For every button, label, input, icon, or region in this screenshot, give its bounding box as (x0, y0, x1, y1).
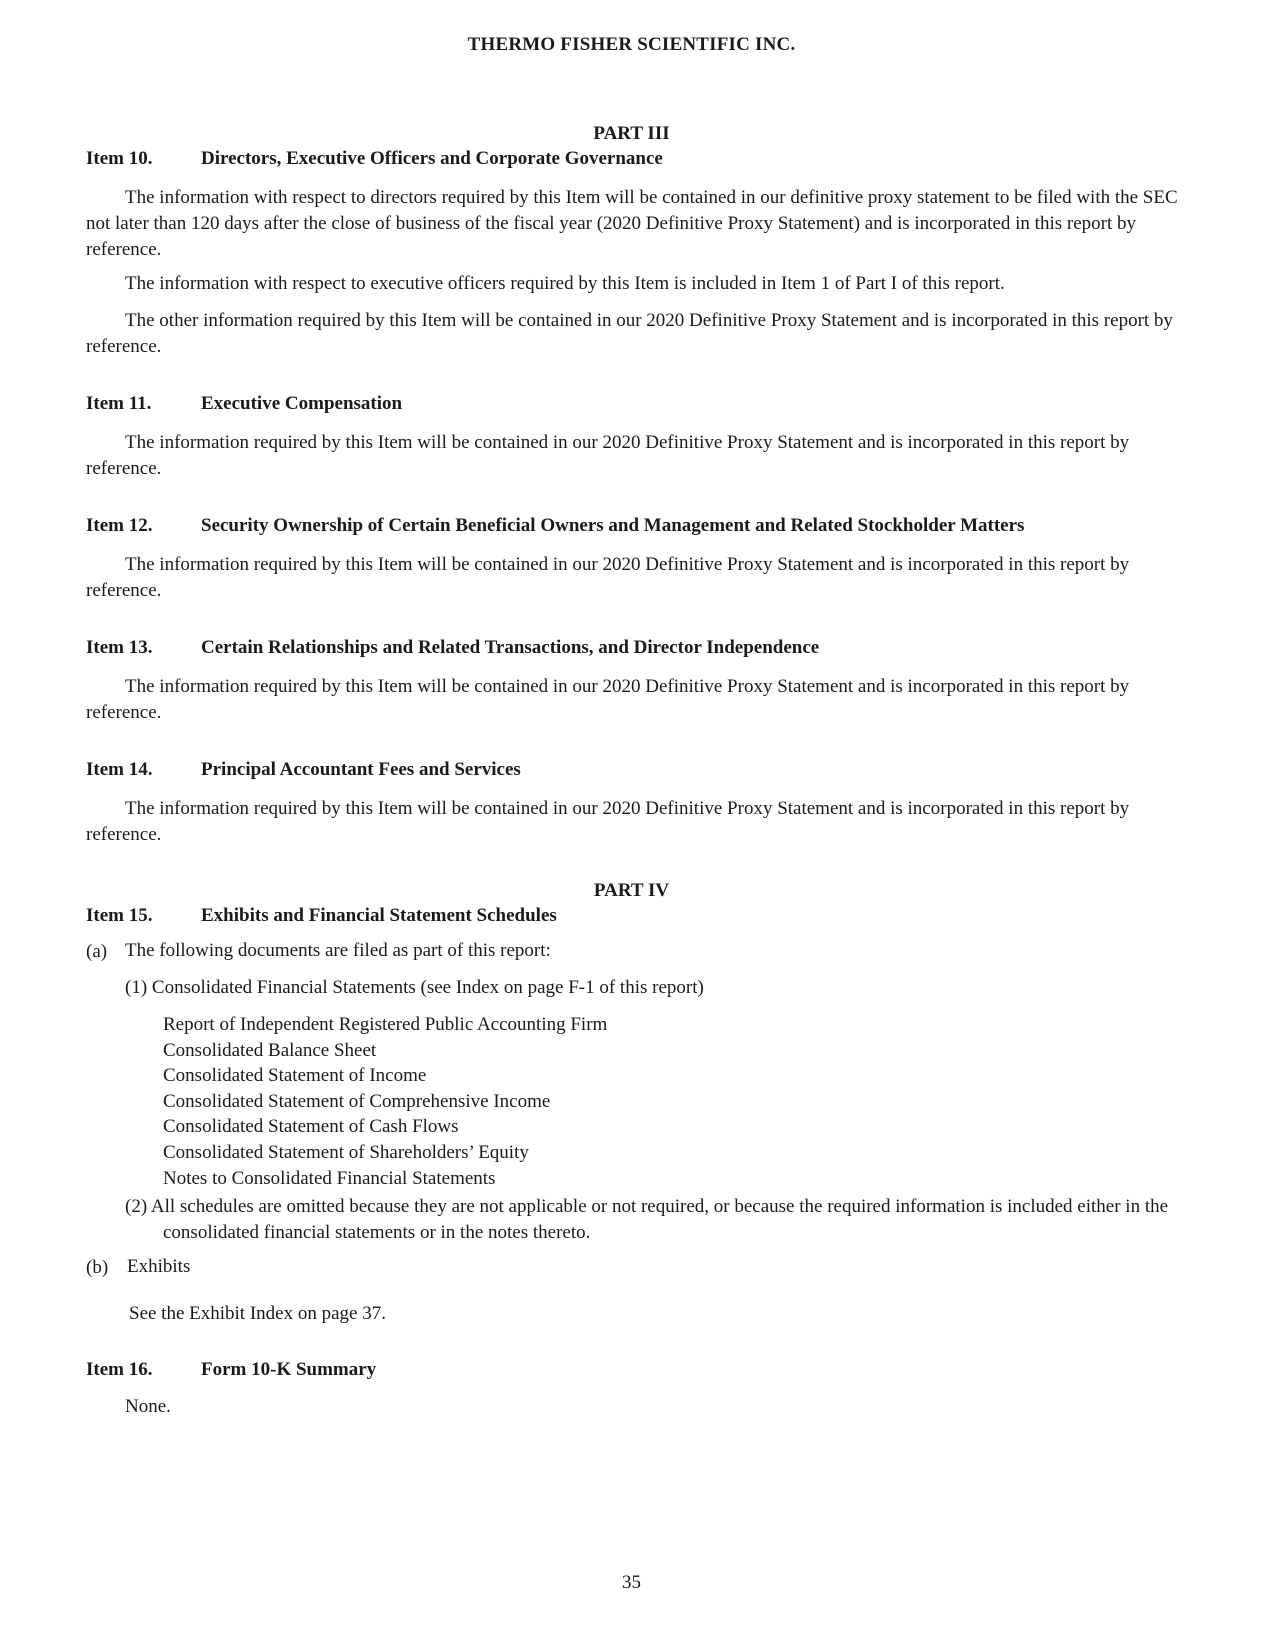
company-header: THERMO FISHER SCIENTIFIC INC. (467, 34, 796, 55)
item-12-paragraph: The information required by this Item will be contained in our 2020 Definitive Proxy Statement and is incorporated in this report by reference. (86, 554, 1130, 601)
list-item: Consolidated Balance Sheet (163, 1039, 377, 1061)
item-11-paragraph: The information required by this Item will be contained in our 2020 Definitive Proxy Statement and is incorporated in this report by reference. (86, 432, 1130, 479)
page-number: 35 (622, 1572, 641, 1593)
list-item: Consolidated Statement of Comprehensive Income (163, 1090, 551, 1112)
item-15-a-text: The following documents are filed as part of this report: (125, 940, 551, 961)
list-item: Consolidated Statement of Income (163, 1065, 427, 1087)
item-12-title: Security Ownership of Certain Beneficial Owners and Management and Related Stockholder Matters (201, 515, 1025, 536)
item-15-a-label: (a) (86, 941, 108, 962)
item-16-number: Item 16. (86, 1359, 153, 1380)
item-16-text: None. (125, 1396, 171, 1417)
part-iv-heading: PART IV (593, 880, 670, 901)
item-11-number: Item 11. (86, 393, 152, 414)
financial-statements-list (163, 1012, 607, 1191)
item-14-paragraph: The information required by this Item will be contained in our 2020 Definitive Proxy Statement and is incorporated in this report by reference. (86, 798, 1130, 845)
item-12-number: Item 12. (86, 515, 153, 536)
item-15-b-label: (b) (86, 1257, 109, 1278)
item-10-paragraph-2: The information with respect to executive officers required by this Item is included in Item 1 of Part I of this report. (125, 273, 1005, 294)
item-15-number: Item 15. (86, 905, 153, 926)
item-11-title: Executive Compensation (201, 393, 403, 414)
item-14-number: Item 14. (86, 759, 153, 780)
item-15-schedules-note: (2) All schedules are omitted because they are not applicable or not required, or because the required information is included either in the consolidated financial statements or in the notes thereto. (125, 1196, 1169, 1243)
item-10-title: Directors, Executive Officers and Corporate Governance (201, 148, 663, 169)
item-15-b-text: Exhibits (127, 1256, 191, 1277)
item-15-title: Exhibits and Financial Statement Schedules (201, 905, 557, 926)
list-item: Report of Independent Registered Public Accounting Firm (163, 1014, 608, 1035)
item-13-paragraph: The information required by this Item will be contained in our 2020 Definitive Proxy Statement and is incorporated in this report by reference. (86, 676, 1130, 723)
item-10-number: Item 10. (86, 148, 153, 169)
list-item: Notes to Consolidated Financial Statements (163, 1167, 496, 1189)
item-10-paragraph-3: The other information required by this Item will be contained in our 2020 Definitive Proxy Statement and is incorporated in this report by reference. (86, 310, 1173, 357)
list-item: Consolidated Statement of Cash Flows (163, 1116, 459, 1138)
item-15-financial-statements-line: (1) Consolidated Financial Statements (see Index on page F-1 of this report) (125, 977, 704, 998)
exhibit-index-reference: See the Exhibit Index on page 37. (129, 1303, 386, 1324)
list-item: Consolidated Statement of Shareholders’ Equity (163, 1141, 529, 1163)
item-13-number: Item 13. (86, 637, 153, 658)
item-13-title: Certain Relationships and Related Transactions, and Director Independence (201, 637, 820, 658)
item-16-title: Form 10-K Summary (201, 1359, 377, 1380)
item-14-title: Principal Accountant Fees and Services (201, 759, 521, 780)
item-10-paragraph-1: The information with respect to directors required by this Item will be contained in our definitive proxy statement to be filed with the SEC not later than 120 days after the close of business of the fiscal year (2020 Definitive Proxy Statement) and is incorporated in this report by reference. (86, 187, 1178, 260)
part-iii-heading: PART III (593, 123, 670, 144)
